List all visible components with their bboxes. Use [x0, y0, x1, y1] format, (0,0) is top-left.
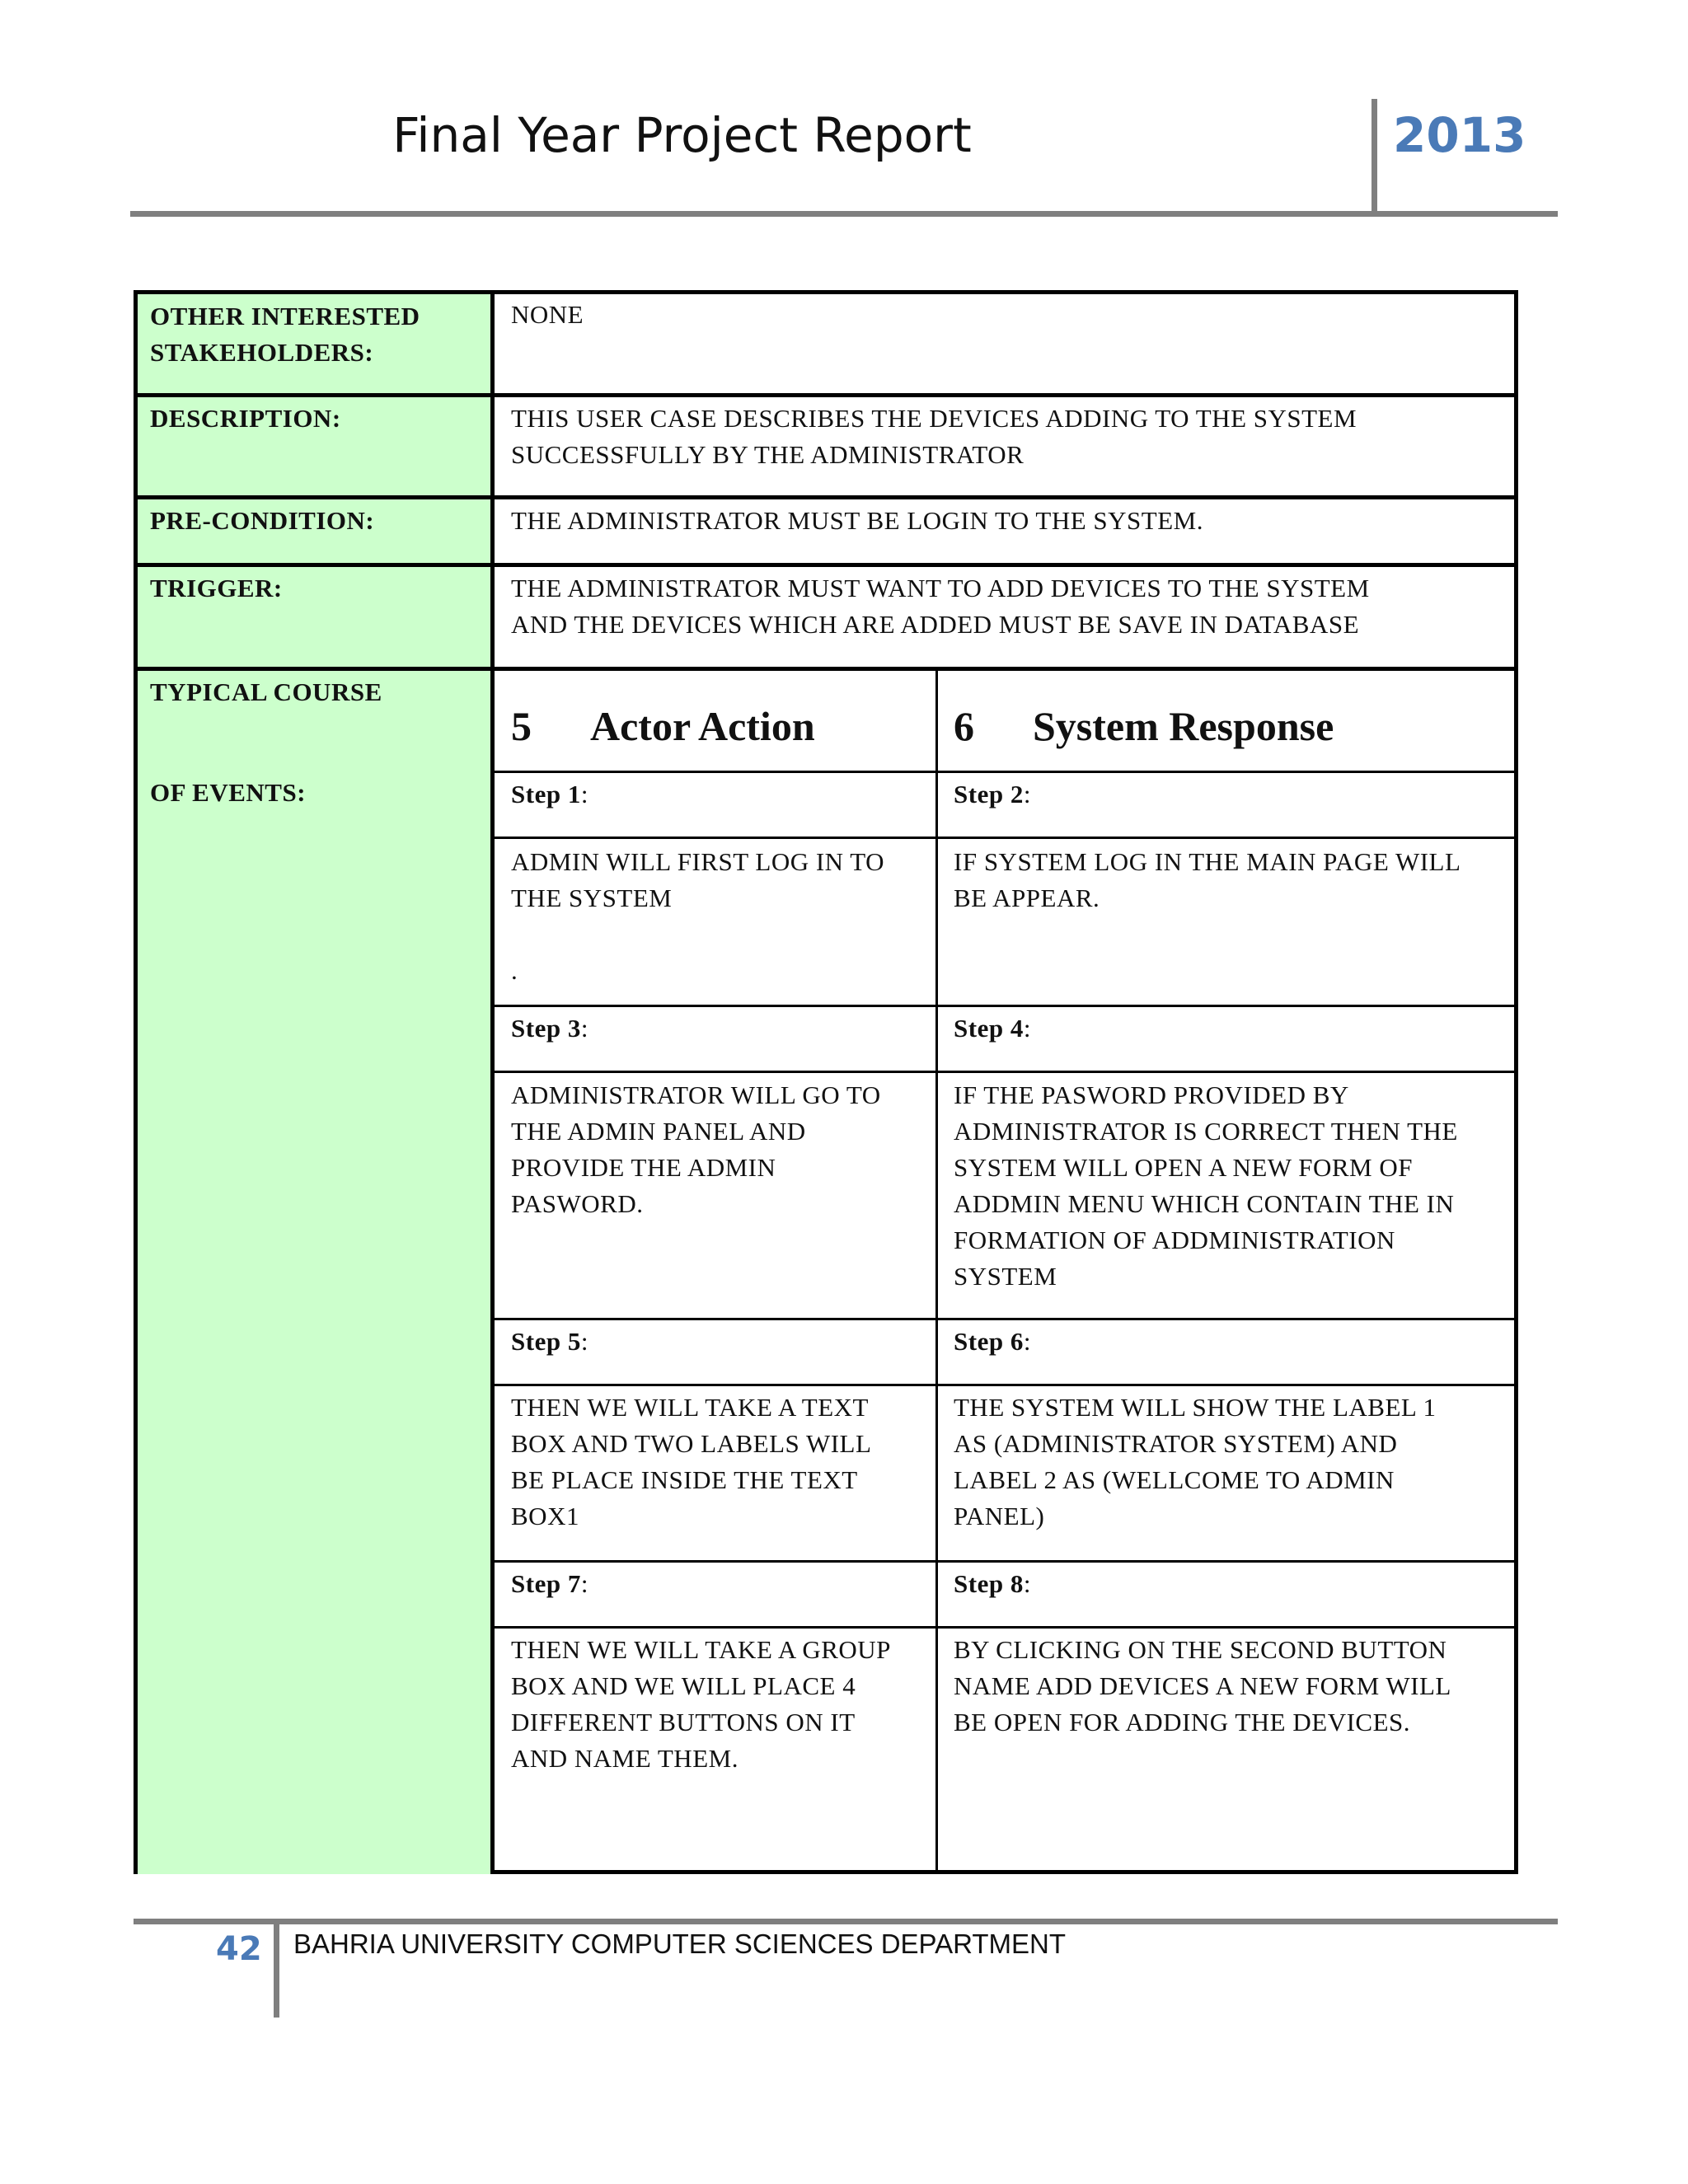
actor-text: THEN WE WILL TAKE A GROUP BOX AND WE WILL PLACE 4 DIFFERENT BUTTONS ON IT AND NAME THEM. [511, 1635, 891, 1773]
label-typical-course: TYPICAL COURSE [150, 677, 382, 706]
row-separator [134, 563, 1518, 567]
table-border-left [134, 290, 138, 1874]
events-separator [490, 771, 1518, 773]
label-description: DESCRIPTION: [150, 404, 341, 433]
footer-rule [134, 1919, 1558, 1924]
system-heading-number: 6 [954, 703, 974, 749]
row-separator [134, 393, 1518, 397]
step-label-actor: Step 7: [511, 1569, 588, 1598]
actor-text: ADMINISTRATOR WILL GO TO THE ADMIN PANEL AND PROVIDE THE ADMIN PASWORD. [511, 1080, 881, 1218]
system-response-heading [954, 702, 1334, 750]
system-text: IF THE PASWORD PROVIDED BY ADMINISTRATOR IS CORRECT THEN THE SYSTEM WILL OPEN A NEW FORM OF ADDMIN MENU WHICH CONTAIN THE IN FORMATION OF ADDMINISTRATION SYSTEM [954, 1080, 1458, 1291]
page-title: Final Year Project Report [392, 107, 972, 163]
events-separator [490, 1384, 1518, 1386]
step-label-system: Step 2: [954, 780, 1031, 808]
actor-heading-title: Actor Action [590, 703, 815, 749]
label-precondition: PRE-CONDITION: [150, 506, 375, 535]
label-cell-typical-course [134, 669, 490, 1874]
step-label-system: Step 8: [954, 1569, 1031, 1598]
actor-text: ADMIN WILL FIRST LOG IN TO THE SYSTEM . [511, 847, 885, 985]
step-label-actor: Step 3: [511, 1014, 588, 1043]
system-heading-title: System Response [1033, 703, 1334, 749]
footer-divider [274, 1920, 279, 2018]
events-separator [490, 837, 1518, 839]
label-of-events: OF EVENTS: [150, 778, 307, 807]
footer-department: BAHRIA UNIVERSITY COMPUTER SCIENCES DEPARTMENT [293, 1929, 1066, 1959]
page-number: 42 [216, 1930, 262, 1968]
actor-heading-number: 5 [511, 703, 532, 749]
events-separator [490, 1071, 1518, 1073]
system-text: THE SYSTEM WILL SHOW THE LABEL 1 AS (ADMINISTRATOR SYSTEM) AND LABEL 2 AS (WELLCOME TO ADMIN PANEL) [954, 1393, 1437, 1530]
events-separator [490, 1626, 1518, 1629]
actor-text: THEN WE WILL TAKE A TEXT BOX AND TWO LABELS WILL BE PLACE INSIDE THE TEXT BOX1 [511, 1393, 872, 1530]
row-separator [134, 667, 1518, 671]
header-rule [130, 211, 1558, 217]
label-stakeholders: OTHER INTERESTED STAKEHOLDERS: [150, 302, 420, 367]
step-label-system: Step 6: [954, 1327, 1031, 1356]
use-case-table [134, 290, 1518, 1874]
actor-action-heading [511, 702, 815, 750]
system-text: BY CLICKING ON THE SECOND BUTTON NAME ADD DEVICES A NEW FORM WILL BE OPEN FOR ADDING THE DEVICES. [954, 1635, 1451, 1736]
label-trigger: TRIGGER: [150, 574, 283, 602]
events-separator [490, 1005, 1518, 1007]
value-trigger: THE ADMINISTRATOR MUST WANT TO ADD DEVICES TO THE SYSTEM AND THE DEVICES WHICH ARE ADDED MUST BE SAVE IN DATABASE [511, 574, 1370, 639]
events-separator [490, 1318, 1518, 1320]
row-separator [134, 495, 1518, 499]
header-year: 2013 [1393, 107, 1526, 163]
value-stakeholders: NONE [511, 300, 584, 329]
value-precondition: THE ADMINISTRATOR MUST BE LOGIN TO THE SYSTEM. [511, 506, 1203, 535]
value-description: THIS USER CASE DESCRIBES THE DEVICES ADDING TO THE SYSTEM SUCCESSFULLY BY THE ADMINISTRATOR [511, 404, 1357, 469]
events-separator [490, 1560, 1518, 1563]
step-label-actor: Step 1: [511, 780, 588, 808]
events-column-divider [935, 669, 938, 1874]
table-border-right [1514, 290, 1518, 1874]
step-label-actor: Step 5: [511, 1327, 588, 1356]
table-border-top [134, 290, 1518, 294]
table-border-bottom [490, 1870, 1518, 1874]
system-text: IF SYSTEM LOG IN THE MAIN PAGE WILL BE APPEAR. [954, 847, 1461, 912]
label-column-divider [490, 290, 495, 1874]
header-divider [1372, 99, 1377, 214]
step-label-system: Step 4: [954, 1014, 1031, 1043]
